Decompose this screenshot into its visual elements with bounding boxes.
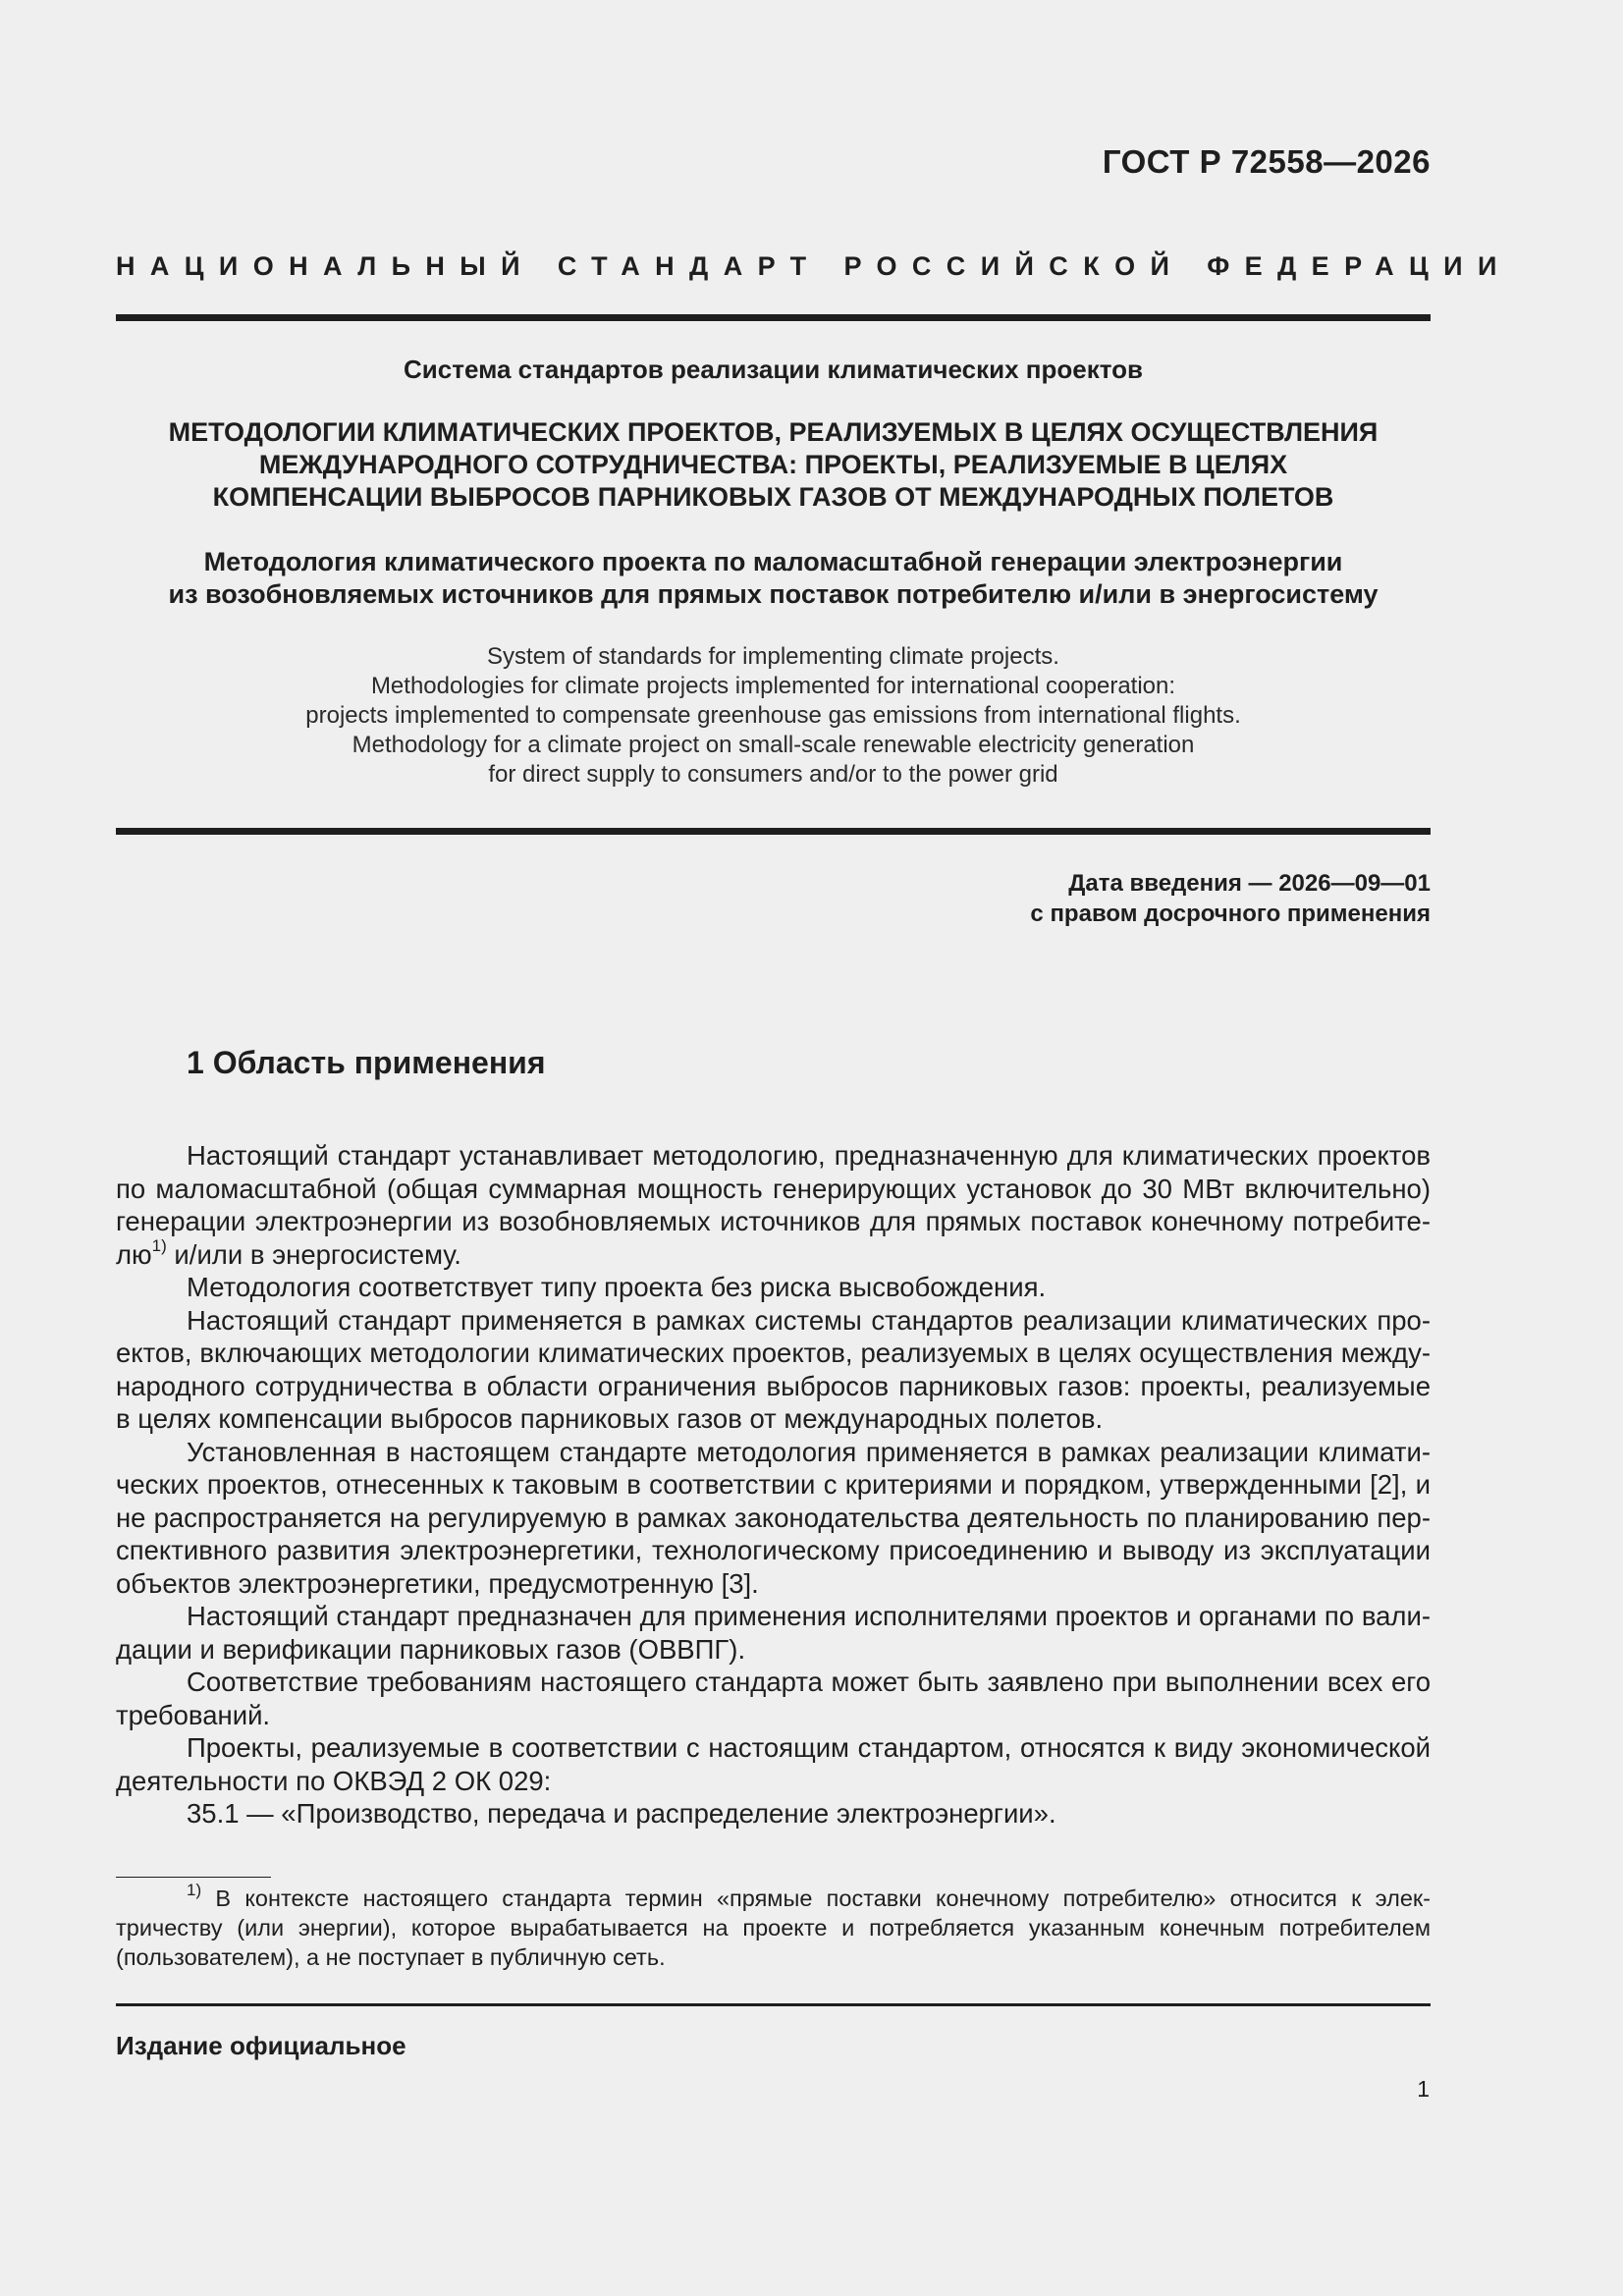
english-title-line: for direct supply to consumers and/or to the power grid [488, 761, 1058, 788]
top-rule [116, 314, 1431, 321]
footnote-text: В контексте настоящего стандарта термин «прямые поставки конечному потребителю» относится к электричеству (или энергии), которое вырабатывается на проекте и потребляется указанным конечным потребителем (пользователем), а не поступает в публичную сеть. [116, 1886, 1431, 1970]
paragraph: Установленная в настоящем стандарте методология применяется в рамках реализации климатических проектов, отнесенных к таковым в соответствии с критериями и порядком, утвержденными [2], и не распространяется на регулируемую в рамках законодательства деятельность по планированию перспективного развития электроэнергетики, технологическому присоединению и выводу из эксплуатации объектов электроэнергетики, предусмотренную [3]. [116, 1436, 1431, 1599]
paragraph: Настоящий стандарт устанавливает методологию, предназначенную для климатических проектов по маломасштабной (общая суммарная мощность генерирующих установок до 30 МВт включительно) генерации электроэнергии из возобновляемых источников для прямых поставок конечному потребителю$^{1)}$ и/или в энергосистему. [116, 1140, 1431, 1270]
english-title-line: Methodology for a climate project on small-scale renewable electricity generation [352, 732, 1195, 758]
section-heading: 1 Область применения [187, 1045, 546, 1080]
paragraph: Настоящий стандарт применяется в рамках системы стандартов реализации климатических проектов, включающих методологии климатических проектов, реализуемых в целях осуществления международного сотрудничества в области ограничения выбросов парниковых газов: проекты, реализуемые в целях компенсации выбросов парниковых газов от международных полетов. [116, 1304, 1431, 1434]
title-bottom-rule [116, 828, 1431, 835]
introduction-date-line: Дата введения — 2026—09—01 [1068, 870, 1431, 897]
page-number: 1 [1417, 2076, 1430, 2102]
english-title-line: Methodologies for climate projects implemented for international cooperation: [370, 673, 1176, 699]
paragraph: Проекты, реализуемые в соответствии с настоящим стандартом, относятся к виду экономической деятельности по ОКВЭД 2 ОК 029: [116, 1732, 1431, 1796]
footnote-ref[interactable]: 1) [151, 1236, 167, 1256]
paragraph: 35.1 — «Производство, передача и распределение электроэнергии». [187, 1798, 1056, 1829]
bottom-rule [116, 2003, 1431, 2006]
main-title-line: МЕТОДОЛОГИИ КЛИМАТИЧЕСКИХ ПРОЕКТОВ, РЕАЛИЗУЕМЫХ В ЦЕЛЯХ ОСУЩЕСТВЛЕНИЯ [168, 417, 1379, 447]
english-title-line: System of standards for implementing climate projects. [487, 643, 1059, 670]
gost-code: ГОСТ Р 72558—2026 [1102, 143, 1431, 180]
footnote [116, 1881, 1431, 1972]
introduction-date [1030, 868, 1431, 929]
english-title-line: projects implemented to compensate greenhouse gas emissions from international flights. [305, 702, 1241, 729]
national-standard-banner: НАЦИОНАЛЬНЫЙ СТАНДАРТ РОССИЙСКОЙ ФЕДЕРАЦИИ [116, 251, 1512, 281]
footnote-separator [116, 1877, 271, 1878]
main-title-line: МЕЖДУНАРОДНОГО СОТРУДНИЧЕСТВА: ПРОЕКТЫ, РЕАЛИЗУЕМЫЕ В ЦЕЛЯХ [258, 450, 1288, 479]
sub-title-line: из возобновляемых источников для прямых поставок потребителю и/или в энергосистему [168, 579, 1379, 609]
early-application-note: с правом досрочного применения [1030, 901, 1431, 927]
english-title [116, 642, 1431, 790]
paragraph: Соответствие требованиям настоящего стандарта может быть заявлено при выполнении всех его требований. [116, 1667, 1431, 1730]
edition-label: Издание официальное [116, 2031, 406, 2060]
main-title-line: КОМПЕНСАЦИИ ВЫБРОСОВ ПАРНИКОВЫХ ГАЗОВ ОТ МЕЖДУНАРОДНЫХ ПОЛЕТОВ [212, 482, 1334, 512]
section-body [116, 1139, 1431, 1831]
main-title [116, 416, 1431, 514]
sub-title [116, 546, 1431, 611]
series-title: Система стандартов реализации климатических проектов [404, 355, 1143, 384]
paragraph: Методология соответствует типу проекта без риска высвобождения. [187, 1272, 1047, 1302]
footnote-marker: 1) [187, 1881, 202, 1900]
sub-title-line: Методология климатического проекта по маломасштабной генерации электроэнергии [203, 547, 1343, 576]
paragraph: Настоящий стандарт предназначен для применения исполнителями проектов и органами по валидации и верификации парниковых газов (ОВВПГ). [116, 1601, 1431, 1665]
